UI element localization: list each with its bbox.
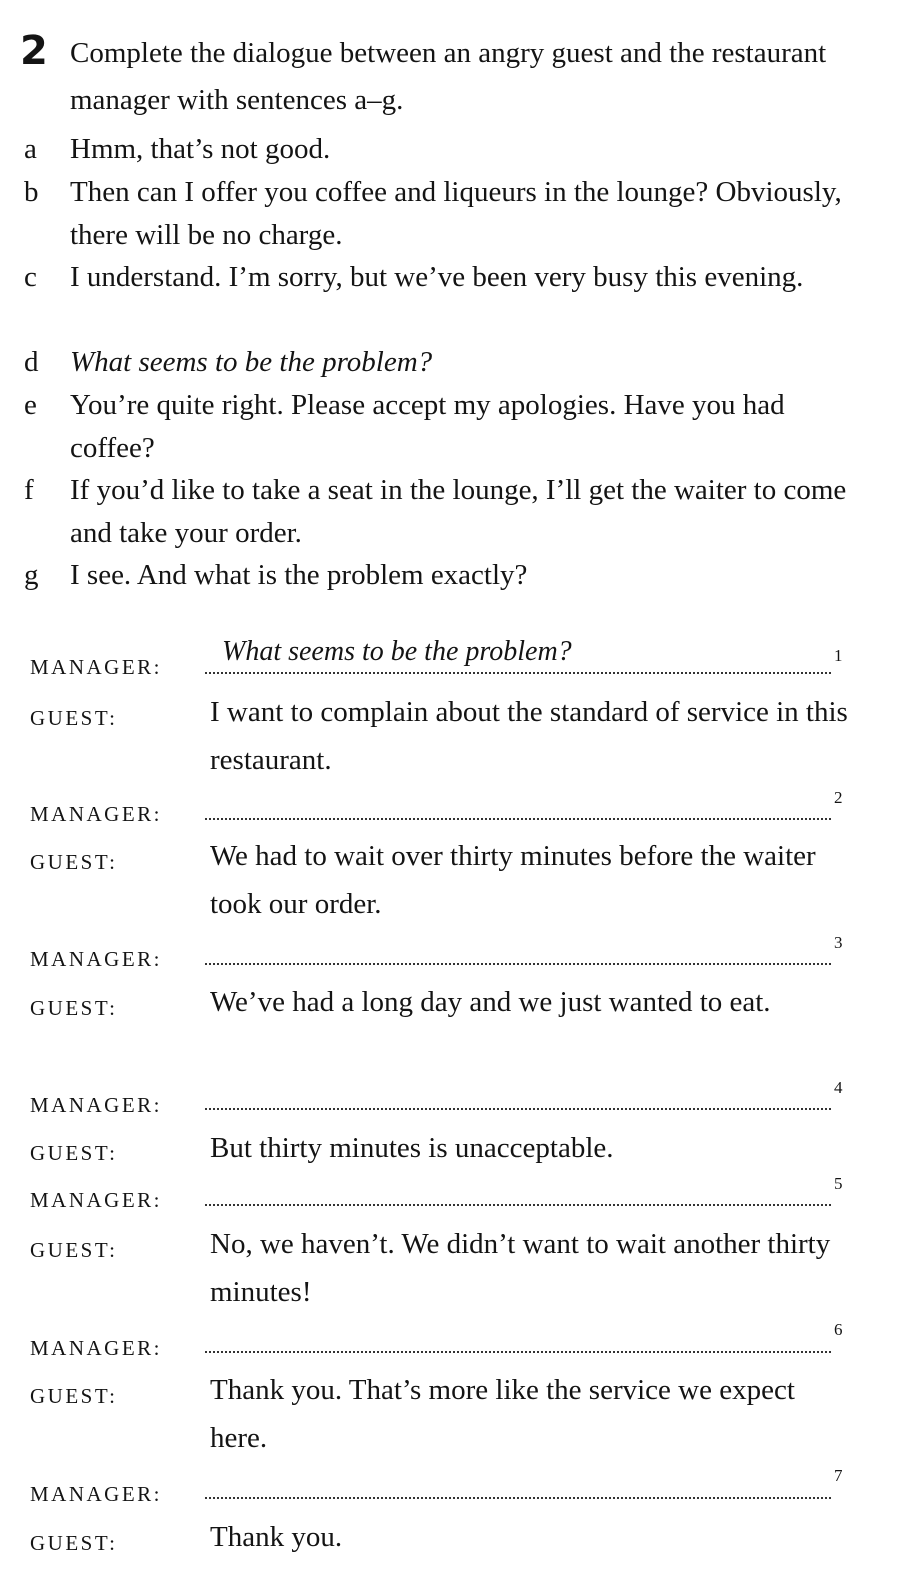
speaker-label: MANAGER:: [30, 802, 163, 826]
answer-blank[interactable]: [205, 672, 831, 674]
option-letter: g: [24, 559, 39, 591]
option-letter: b: [24, 176, 39, 208]
speaker-label: MANAGER:: [30, 947, 163, 971]
speaker-label: GUEST:: [30, 706, 118, 730]
speaker-label: MANAGER:: [30, 1093, 163, 1117]
answer-blank[interactable]: [205, 1351, 831, 1353]
option-text: Then can I offer you coffee and liqueurs in the lounge? Obviously, there will be no charge.: [70, 176, 842, 251]
gap-number: 1: [834, 646, 843, 665]
option-letter: e: [24, 389, 37, 421]
option-letter: a: [24, 133, 37, 165]
example-answer: What seems to be the problem?: [222, 636, 572, 667]
option-text: If you’d like to take a seat in the lounge, I’ll get the waiter to come and take your order.: [70, 474, 847, 549]
guest-line: Thank you.: [210, 1521, 343, 1553]
speaker-label: GUEST:: [30, 996, 118, 1020]
gap-number: 7: [834, 1466, 843, 1485]
gap-number: 5: [834, 1174, 843, 1193]
guest-line: I want to complain about the standard of service in this restaurant.: [210, 696, 848, 776]
gap-number: 4: [834, 1078, 843, 1097]
option-text: What seems to be the problem?: [70, 346, 433, 378]
answer-blank[interactable]: [205, 818, 831, 820]
gap-number: 2: [834, 788, 843, 807]
guest-line: We’ve had a long day and we just wanted to eat.: [210, 986, 771, 1018]
speaker-label: GUEST:: [30, 1531, 118, 1555]
option-text: I understand. I’m sorry, but we’ve been very busy this evening.: [70, 261, 804, 293]
guest-line: Thank you. That’s more like the service we expect here.: [210, 1374, 795, 1454]
option-text: I see. And what is the problem exactly?: [70, 559, 528, 591]
speaker-label: GUEST:: [30, 1141, 118, 1165]
speaker-label: MANAGER:: [30, 1188, 163, 1212]
exercise-instruction: Complete the dialogue between an angry guest and the restaurant manager with sentences a–g.: [70, 37, 827, 116]
answer-blank[interactable]: [205, 963, 831, 965]
exercise-number: 2: [20, 28, 48, 74]
guest-line: No, we haven’t. We didn’t want to wait another thirty minutes!: [210, 1228, 831, 1308]
option-text: You’re quite right. Please accept my apologies. Have you had coffee?: [70, 389, 785, 464]
answer-blank[interactable]: [205, 1497, 831, 1499]
speaker-label: MANAGER:: [30, 655, 163, 679]
gap-number: 6: [834, 1320, 843, 1339]
speaker-label: MANAGER:: [30, 1336, 163, 1360]
speaker-label: MANAGER:: [30, 1482, 163, 1506]
speaker-label: GUEST:: [30, 850, 118, 874]
speaker-label: GUEST:: [30, 1384, 118, 1408]
answer-blank[interactable]: [205, 1204, 831, 1206]
speaker-label: GUEST:: [30, 1238, 118, 1262]
option-letter: d: [24, 346, 39, 378]
option-text: Hmm, that’s not good.: [70, 133, 331, 165]
guest-line: But thirty minutes is unacceptable.: [210, 1132, 614, 1164]
guest-line: We had to wait over thirty minutes before the waiter took our order.: [210, 840, 816, 920]
gap-number: 3: [834, 933, 843, 952]
option-letter: f: [24, 474, 34, 506]
option-letter: c: [24, 261, 37, 293]
answer-blank[interactable]: [205, 1108, 831, 1110]
